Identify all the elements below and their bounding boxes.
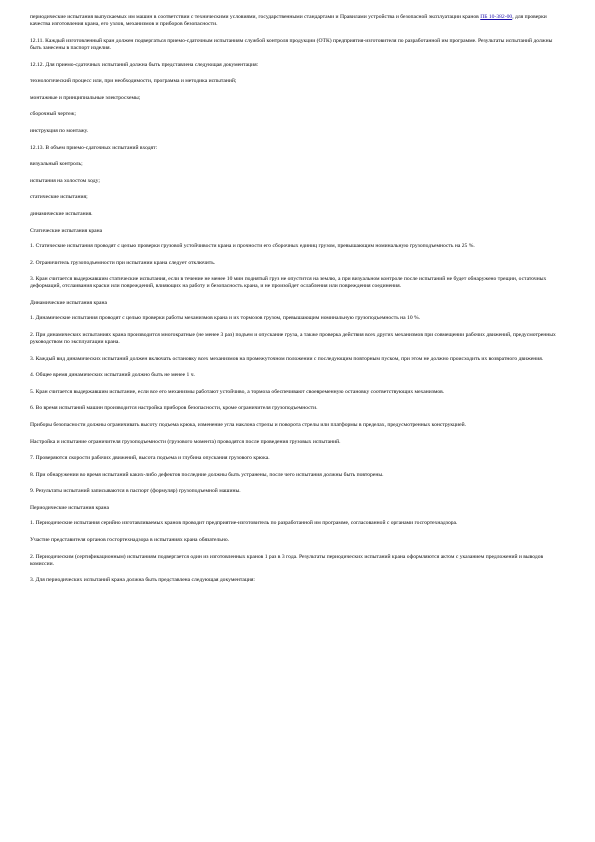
paragraph: 1. Статические испытания проводят с целью проверки грузовой устойчивости крана и прочности его сборочных единиц грузом, превышающим номинальную грузоподъемность на 25 %.	[30, 242, 475, 249]
list-item: технологический процесс или, при необходимости, программа и методика испытаний;	[30, 78, 237, 85]
paragraph: Участие представителя органов госгортехнадзора в испытаниях крана обязательно.	[30, 537, 230, 544]
paragraph: 8. При обнаружении во время испытаний каких-либо дефектов последние должны быть устранены, после чего испытания должны быть повторены.	[30, 471, 384, 478]
paragraph-intro: периодические испытания выпускаемых им машин в соответствии с техническими условиями, государственными стандартами и Правилами устройства и безопасной эксплуатации кранов ПБ 10-382-00, для проверки качества изготовления крана, его узлов, механизмов и приборов безопасности.	[30, 14, 547, 28]
list-item: динамические испытания.	[30, 210, 93, 217]
paragraph: 7. Проверяются скорости рабочих движений, высота подъема и глубина опускания грузового крюка.	[30, 455, 270, 462]
paragraph: 4. Общее время динамических испытаний должно быть не менее 1 ч.	[30, 372, 195, 379]
section-heading-static-tests: Статические испытания крана	[30, 227, 103, 234]
paragraph: 3. Кран считается выдержавшим статические испытания, если в течение не менее 10 мин поднятый груз не опустится на землю, а при визуальном контроле после испытаний не будет обнаружено трещин, остаточных деформаций, отслаивания краски или повреждений, влияющих на работу и безопасность крана, и не произойдет ослабления или повреждения соединения.	[30, 276, 547, 290]
list-item: визуальный контроль;	[30, 161, 83, 168]
paragraph-12-11: 12.11. Каждый изготовленный кран должен подвергаться приемо-сдаточным испытаниям службой контроля продукции (ОТК) предприятия-изготовителя по разработанной им программе. Результаты испытаний должны быть занесены в паспорт изделия.	[30, 37, 553, 51]
paragraph: 1. Динамические испытания проводят с целью проверки работы механизмов крана и их тормозов грузом, превышающим номинальную грузоподъемность на 10 %.	[30, 315, 421, 322]
paragraph: 2. Ограничитель грузоподъемности при испытании крана следует отключить.	[30, 259, 216, 266]
section-heading-dynamic-tests: Динамические испытания крана	[30, 299, 107, 306]
paragraph: 3. Каждый вид динамических испытаний должен включать остановку всех механизмов на промежуточном положении с последующим повторным пуском, при этом не должно происходить их возвратного движения.	[30, 355, 544, 362]
paragraph-12-12: 12.12. Для приемо-сдаточных испытаний должна быть представлена следующая документация:	[30, 61, 259, 68]
list-item: монтажные и принципиальные электросхемы;	[30, 94, 141, 101]
list-item: статические испытания;	[30, 194, 88, 201]
paragraph: 6. Во время испытаний машин производится настройка приборов безопасности, кроме ограничителя грузоподъемности.	[30, 405, 318, 412]
paragraph: Приборы безопасности должны ограничивать высоту подъема крюка, изменение угла наклона стрелы и поворота стрелы или платформы в пределах, предусмотренных конструкцией.	[30, 422, 467, 429]
paragraph: 1. Периодические испытания серийно изготавливаемых кранов проводит предприятие-изготовитель по разработанной им программе, согласованной с органами госгортехнадзора.	[30, 520, 458, 527]
paragraph: 3. Для периодических испытаний крана должна быть представлена следующая документация:	[30, 577, 255, 584]
paragraph-12-13: 12.13. В объем приемо-сдаточных испытаний входят:	[30, 144, 158, 151]
paragraph: Настройка и испытание ограничителя грузоподъемности (грузового момента) проводятся после проведения грузовых испытаний.	[30, 438, 341, 445]
list-item: инструкция по монтажу.	[30, 127, 89, 134]
list-item: испытания на холостом ходу;	[30, 177, 100, 184]
paragraph: 2. Периодическим (сертификационным) испытаниям подвергается один из изготовленных кранов 1 раз в 3 года. Результаты периодических испытаний крана оформляются актом с указанием предложений и выводов комиссии.	[30, 553, 544, 567]
document-link-pb-10-382-00[interactable]: ПБ 10-382-00	[480, 14, 513, 20]
paragraph: 9. Результаты испытаний записываются в паспорт (формуляр) грузоподъемной машины.	[30, 488, 241, 495]
list-item: сборочный чертеж;	[30, 111, 76, 118]
paragraph: 2. При динамических испытаниях крана производится многократные (не менее 3 раз) подъем и опускание груза, а также проверка действия всех других механизмов при совмещении рабочих движений, предусмотренных руководством по эксплуатации крана.	[30, 331, 556, 346]
section-heading-periodic-tests: Периодические испытания крана	[30, 505, 109, 512]
paragraph: 5. Кран считается выдержавшим испытание, если все его механизмы работают устойчиво, а тормоза обеспечивают своевременную остановку соответствующих механизмов.	[30, 388, 445, 395]
